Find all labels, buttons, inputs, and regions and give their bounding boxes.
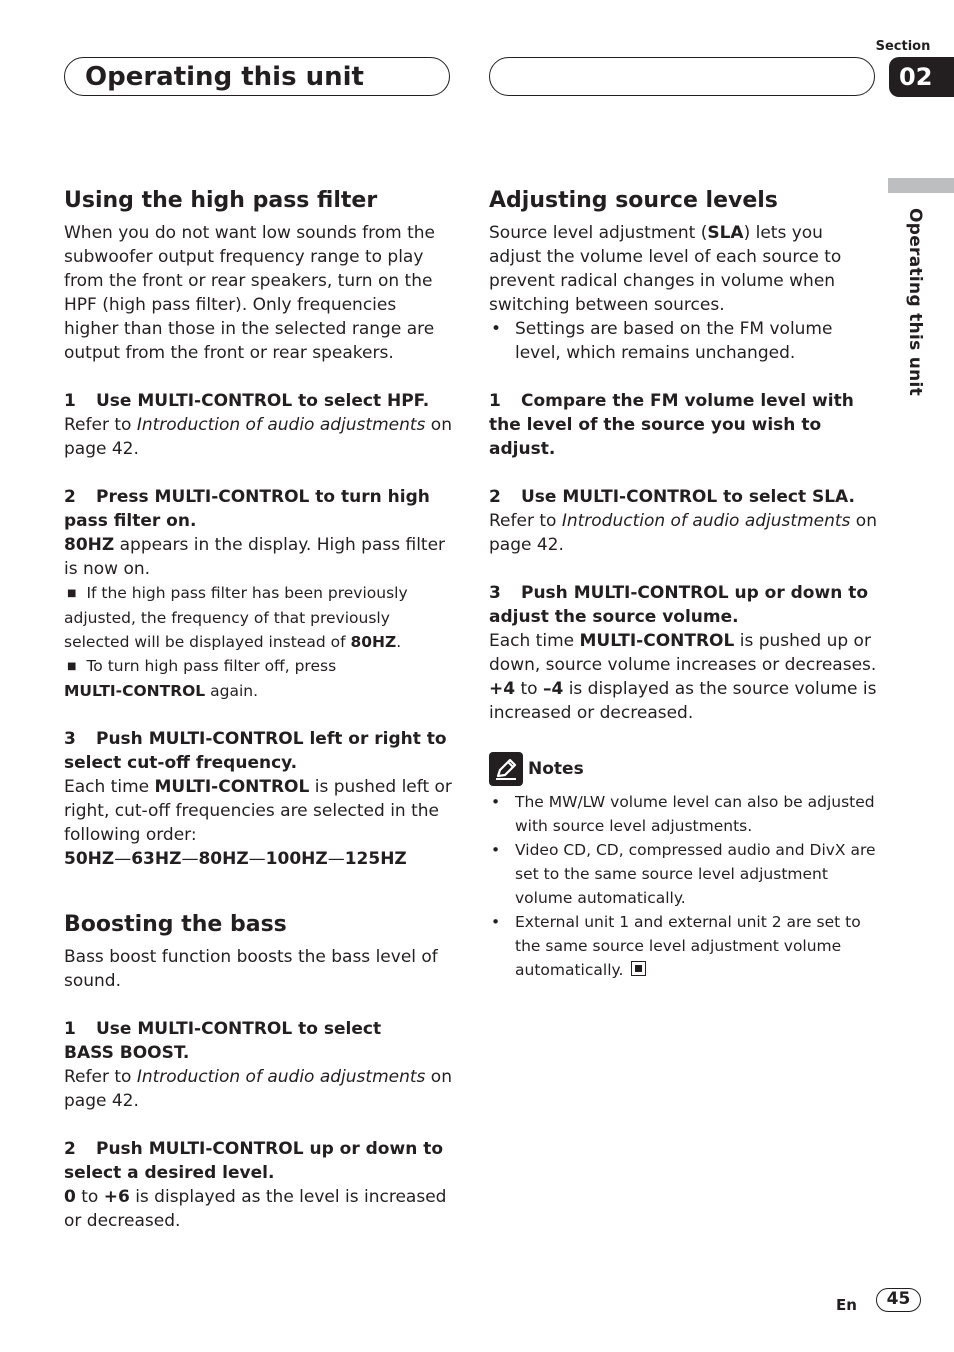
sla-intro bbox=[489, 221, 879, 317]
body-text: to bbox=[515, 679, 543, 699]
hpf-step-2 bbox=[64, 485, 454, 533]
step-number: 1 bbox=[489, 391, 501, 411]
sla-bullet: • Settings are based on the FM volume level, which remains unchanged. bbox=[489, 317, 879, 365]
right-column bbox=[489, 186, 879, 982]
display-value: 80HZ bbox=[64, 535, 115, 555]
step-title: Use MULTI-CONTROL to select SLA. bbox=[521, 487, 855, 507]
note-item bbox=[489, 910, 879, 982]
refer-text: Refer to bbox=[489, 511, 562, 531]
sla-abbrev: SLA bbox=[707, 223, 744, 243]
step-title: Push MULTI-CONTROL up or down to select a desired level. bbox=[64, 1139, 444, 1183]
hpf-step-2-note-1 bbox=[64, 581, 454, 654]
body-text: Each time bbox=[64, 777, 155, 797]
step-number: 1 bbox=[64, 391, 76, 411]
body-text: is displayed as the level is increased or decreased. bbox=[64, 1187, 447, 1231]
level-max: +4 bbox=[489, 679, 516, 699]
bass-step-1 bbox=[64, 1017, 454, 1065]
freq-item: 80HZ bbox=[198, 849, 249, 869]
bass-step-2-body bbox=[64, 1185, 454, 1233]
refer-page: on page 42. bbox=[64, 415, 452, 459]
step-title: Push MULTI-CONTROL up or down to adjust the source volume. bbox=[489, 583, 869, 627]
freq-dash: — bbox=[248, 849, 266, 869]
body-text: is displayed as the source volume is increased or decreased. bbox=[489, 679, 877, 723]
end-of-section-icon bbox=[631, 961, 646, 976]
sla-step-3-body bbox=[489, 629, 879, 725]
body-text: to bbox=[75, 1187, 104, 1207]
sla-step-2 bbox=[489, 485, 879, 509]
body-text: Source level adjustment ( bbox=[489, 223, 708, 243]
refer-link: Introduction of audio adjustments bbox=[136, 1067, 426, 1087]
note-bold: 80HZ bbox=[350, 633, 397, 651]
step-title: Push MULTI-CONTROL left or right to select cut-off frequency. bbox=[64, 729, 447, 773]
step-number: 2 bbox=[64, 1139, 76, 1159]
chapter-title-box bbox=[64, 57, 450, 96]
sla-step-2-body bbox=[489, 509, 879, 557]
note-end: . bbox=[396, 633, 402, 651]
bass-step-1-body bbox=[64, 1065, 454, 1113]
square-bullet-icon: ■ bbox=[67, 661, 77, 672]
empty-header-box bbox=[489, 57, 875, 96]
bass-intro: Bass boost function boosts the bass level of sound. bbox=[64, 947, 438, 991]
step-title-value: BASS BOOST. bbox=[64, 1043, 190, 1063]
step-title: Use MULTI-CONTROL to select HPF. bbox=[96, 391, 430, 411]
notes-title: Notes bbox=[528, 759, 584, 779]
hpf-step-2-note-2 bbox=[64, 654, 454, 703]
square-bullet-icon: ■ bbox=[67, 588, 77, 599]
side-tab-label: Operating this unit bbox=[905, 208, 925, 397]
page-number: 45 bbox=[876, 1288, 921, 1312]
control-name: MULTI-CONTROL bbox=[579, 631, 735, 651]
step-title: Press MULTI-CONTROL to turn high pass filter on. bbox=[64, 487, 430, 531]
sla-step-3 bbox=[489, 581, 879, 629]
hpf-step-3 bbox=[64, 727, 454, 775]
step-number: 2 bbox=[64, 487, 76, 507]
frequency-order bbox=[64, 847, 454, 871]
hpf-step-1-body bbox=[64, 413, 454, 461]
left-column bbox=[64, 186, 454, 1233]
refer-link: Introduction of audio adjustments bbox=[561, 511, 851, 531]
language-code: En bbox=[836, 1296, 857, 1314]
body-text: Each time bbox=[489, 631, 580, 651]
refer-page: on page 42. bbox=[489, 511, 877, 555]
note-item: • The MW/LW volume level can also be adjusted with source level adjustments. bbox=[489, 790, 879, 838]
page-title: Operating this unit bbox=[85, 62, 364, 92]
hpf-intro: When you do not want low sounds from the subwoofer output frequency range to play from the front or rear speakers, turn on the HPF (high pass filter). Only frequencies higher than those in the selected range are output from the front or rear speakers. bbox=[64, 223, 436, 363]
step-number: 1 bbox=[64, 1019, 76, 1039]
note-text: If the high pass filter has been previously adjusted, the frequency of that previously selected will be displayed instead of bbox=[64, 584, 408, 651]
freq-item: 100HZ bbox=[265, 849, 328, 869]
step-number: 2 bbox=[489, 487, 501, 507]
refer-page: on page 42. bbox=[64, 1067, 452, 1111]
bass-step-2 bbox=[64, 1137, 454, 1185]
notes-header bbox=[489, 752, 879, 786]
freq-dash: — bbox=[114, 849, 132, 869]
note-end: again. bbox=[205, 682, 259, 700]
control-name: MULTI-CONTROL bbox=[154, 777, 310, 797]
step-title: Use MULTI-CONTROL to select bbox=[96, 1019, 382, 1039]
refer-text: Refer to bbox=[64, 1067, 137, 1087]
step-title: Compare the FM volume level with the level of the source you wish to adjust. bbox=[489, 391, 854, 459]
level-min: –4 bbox=[542, 679, 564, 699]
side-tab-marker bbox=[888, 178, 954, 193]
body-text: is pushed left or right, cut-off frequencies are selected in the following order: bbox=[64, 777, 452, 845]
sla-heading: Adjusting source levels bbox=[489, 188, 778, 213]
step-number: 3 bbox=[64, 729, 76, 749]
note-text: To turn high pass filter off, press bbox=[86, 657, 337, 675]
level-max: +6 bbox=[103, 1187, 130, 1207]
step-number: 3 bbox=[489, 583, 501, 603]
freq-item: 50HZ bbox=[64, 849, 115, 869]
hpf-step-3-body bbox=[64, 775, 454, 847]
freq-dash: — bbox=[181, 849, 199, 869]
hpf-heading: Using the high pass filter bbox=[64, 188, 378, 213]
freq-item: 63HZ bbox=[131, 849, 182, 869]
body-text: ) lets you adjust the volume level of each source to prevent radical changes in volume when switching between sources. bbox=[489, 223, 842, 315]
sla-step-1 bbox=[489, 389, 879, 461]
note-text: External unit 1 and external unit 2 are set to the same source level adjustment volume automatically. bbox=[515, 913, 861, 979]
body-text: is pushed up or down, source volume increases or decreases. bbox=[489, 631, 877, 675]
section-label: Section bbox=[875, 39, 931, 54]
section-number-badge: 02 bbox=[889, 57, 954, 97]
refer-link: Introduction of audio adjustments bbox=[136, 415, 426, 435]
freq-item: 125HZ bbox=[344, 849, 407, 869]
note-bold: MULTI-CONTROL bbox=[64, 682, 206, 700]
level-min: 0 bbox=[64, 1187, 76, 1207]
body-text: appears in the display. High pass filter is now on. bbox=[64, 535, 446, 579]
refer-text: Refer to bbox=[64, 415, 137, 435]
hpf-step-1 bbox=[64, 389, 454, 413]
bass-heading: Boosting the bass bbox=[64, 912, 287, 937]
freq-dash: — bbox=[327, 849, 345, 869]
note-item: • Video CD, CD, compressed audio and DivX are set to the same source level adjustment volume automatically. bbox=[489, 838, 879, 910]
pencil-note-icon bbox=[489, 752, 523, 786]
hpf-step-2-body bbox=[64, 533, 454, 581]
